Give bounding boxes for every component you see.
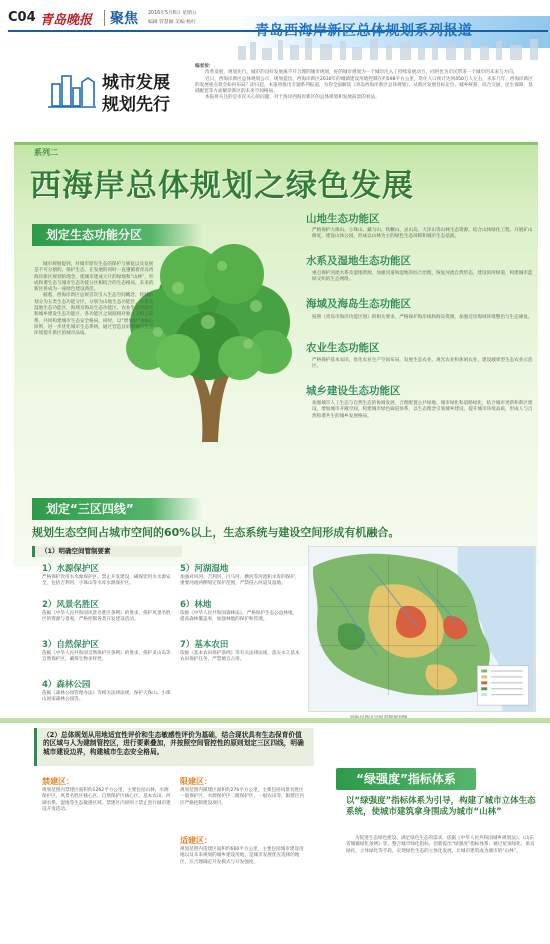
zone-body-urban: 加强城市人工生态与自然生态的协调发展，合理配置公共绿地、城市绿化和道路绿化，结合城市更新和新区建设，增加城市开敞空间，构建城市绿色廊道体系，以生态理念引领城乡建设，提升城市环境品质，形成人与自然和谐共生的城乡发展格局。: [312, 401, 533, 419]
page-number: C04: [8, 10, 36, 25]
item-title: 4）森林公园: [42, 680, 91, 690]
item-body: 严格保护饮用水水源保护区，禁止开发建设，确保饮用水水源安全，包括吉利河、小珠山等水库水源保护区。: [42, 575, 171, 587]
editor-note-label: 编者按：: [195, 64, 214, 69]
item-title: 1）水源保护区: [42, 564, 99, 574]
subheading-spatial-control: （1）明确空间管制要素: [32, 546, 182, 557]
spatial-control-map: [308, 546, 536, 712]
masthead: [0, 0, 550, 60]
green-intensity-headline: 以“绿强度”指标体系为引导，构建了城市立体生态系统，使城市建筑拿身围成为城市“山林”: [346, 796, 536, 817]
section-divider-bar: [0, 718, 550, 723]
zone-body-water: 重点保护河流水系及湿地资源，加强河道和湿地的综合治理，恢复河流自然形态，建设滨河绿道，构建城市蓝绿交织的生态网络。: [312, 271, 533, 283]
zone-body-sea: 按照《青岛市海洋功能区划》的相关要求，严格保护海岸线和海岛资源，加强近岸海域环境整治与生态修复。: [312, 315, 533, 320]
zones-intro-paragraph: 据悉，西海岸新区总规首次引入生态空间概念，将城市划分为五类生态功能分区，分别为山地生态功能区、水系及湿地生态功能区、海域及海岛生态功能区、农业生态功能区和城乡建设生态功能区。各功能区之间既相对独立又相互联系，共同构建城市生态安全格局。同时，以“增加绿”为核心原则，进一步优化城市生态系统，通过营造良好的城市生态环境提升新区的城市品质。: [34, 293, 154, 337]
item-body: 依据《中华人民共和国森林法》，严格保护生态公益林地，提高森林覆盖率，加强林地的保护和管理。: [180, 611, 298, 623]
three-areas-banner: 划定“三区四线”: [32, 498, 202, 520]
zones-intro-paragraph: 城市规划提到，对城市原有生态的保护与修复以及发展是不可分割的。保护生态，在发展的同时一直遵循着青岛西海岸新区规划的理念，使城市建成大片的绿地和“山林”，形成和谐生态与城市生态功能分区相结合的生态格局，未来的新区将成为一座绿色建设典范。: [34, 262, 154, 293]
green-intensity-paragraph: 为促进生态绿色建设，满足绿色生态的需求，依据《中华人民共和国城乡规划法》、《山东省城镇绿化条例》等，整合城市绿化指标，创新提出“绿强度”指标体系，通过屋顶绿化、垂直绿化、立体绿化等手段，实现绿色生态的立体化发展，让城市建筑成为城市的“山林”。: [346, 836, 535, 854]
item-title: 2）风景名胜区: [42, 600, 99, 610]
three-areas-headline: 规划生态空间占城市空间的60%以上，生态系统与建设空间形成有机融合。: [32, 526, 400, 539]
functional-zones-intro: [34, 262, 156, 338]
subheading-zoning-principle: （2）总体规划从用地适宜性评价和生态敏感性评价为基础，结合现状具有生态保育价值的区域与人为建制管控区，进行要素叠加，并按照空间管控性的原则划定三区四线，明确城市建设边界，构建城市生态安全格局。: [34, 728, 314, 766]
item-title: 5）河湖湿地: [180, 564, 229, 574]
green-intensity-body: [346, 836, 536, 855]
item-title: 6）林地: [180, 600, 212, 610]
prohibited-zone-body: 规划范围内禁建区面积约1262平方公里，主要包括山林、水源保护区、风景名胜区核心区、自然保护区核心区、基本农田、河湖水系、湿地等生态敏感区域。禁建区内原则上禁止进行城市建设开发活动。: [42, 788, 171, 812]
series-title: 青岛西海岸新区总体规划系列报道: [255, 23, 473, 39]
zone-title-water: 水系及湿地生态功能区: [306, 255, 411, 267]
suitable-zone-body: 规划范围内适建区面积约660平方公里，主要包括城市建设用地以及未来规划的城乡建设用地，是城市发展优先选择的地区，应合理确定开发模式与开发强度。: [180, 847, 304, 865]
editor-note-paragraph: 改革发展，规划先行。城市的良好发展离不开合理的城市规划，好的城市规划为一个城市注入了持续发展动力，同时也为市民带来一个城市的未来与方向。: [205, 70, 518, 76]
zone-title-urban: 城乡建设生态功能区: [306, 385, 401, 397]
main-title: 西海岸总体规划之绿色发展: [30, 168, 414, 204]
zone-body-mountain: 严格保护大珠山、小珠山、藏马山、铁橛山、灵山岛、大泽山等山林生态资源，结合山体绿化工程，开展矿山修复，建设山体公园，形成以山林为主的绿色生态屏障和城市生态基底。: [312, 228, 533, 240]
restricted-zone-body: 规划范围内限建区面积约276平方公里，主要包括风景名胜区一般保护区、水源保护区二级保护区、一般农田等，限建区内应严格控制建设项目。: [180, 788, 305, 806]
item-body: 依据《基本农田保护条例》等有关法律法规，落实永久基本农田保护任务，严禁擅自占用。: [180, 651, 300, 663]
series-label: 系列二: [34, 148, 58, 157]
prohibited-zone-title: 禁建区：: [42, 777, 74, 786]
editor-note-paragraph: 近日，西海岸新区总体规划公示，规划提出，西海岸新区2030年的城镇建设用地控制在约598平方公里，常住人口预计达到450万人左右，未来几年，西海岸新区的发展重点将会如何布局？即日起，本报将推出专题系列报道，为你全面解读《青岛西海岸新区总体规划》，从新区发展目标定位、城乡统筹、综合交通、民生保障、基础配套等方面解读新区的未来空间格局。: [195, 76, 533, 95]
green-intensity-banner: “绿强度”指标体系: [336, 768, 476, 790]
item-body: 依据《森林公园管理办法》等相关法律法规，保护大珠山、小珠山国家森林公园等。: [42, 691, 171, 703]
item-body: 加强对风河、吉利河、白马河、横河等河流和水库的保护，重要河流两侧划定保护范围，严禁侵占河道及湿地。: [180, 575, 300, 587]
editor-note-paragraph: 本报将关注的是市民关心的问题，对于海岸西海岸新区的总体规划和发展前景的看法。: [205, 95, 380, 101]
section-name: 聚焦: [110, 11, 138, 27]
functional-zones-banner: 划定生态功能分区: [32, 224, 202, 246]
intro-title-line-1: 城市发展: [102, 73, 170, 93]
zone-title-agriculture: 农业生态功能区: [306, 342, 380, 354]
date-line: 2016年5月6日 星期五: [148, 11, 197, 16]
city-buildings-icon: [48, 70, 96, 110]
masthead-separator: [104, 10, 105, 26]
newspaper-logo: 青岛晚报: [40, 13, 93, 28]
editor-line: 编辑 管慧颖 美编 杨柠: [148, 20, 196, 25]
editor-note: [195, 64, 535, 102]
item-body: 依据《中华人民共和国自然保护区条例》的要求，保护灵山岛等自然保护区，确保生物多样性。: [42, 651, 171, 663]
item-title: 7）基本农田: [180, 640, 229, 650]
intro-title-line-2: 规划先行: [102, 95, 170, 115]
suitable-zone-title: 适建区：: [180, 836, 212, 845]
zone-title-sea: 海域及海岛生态功能区: [306, 298, 411, 310]
zone-title-mountain: 山地生态功能区: [306, 213, 380, 225]
item-body: 依据《中华人民共和国风景名胜区条例》的要求，保护风景名胜区的资源与景观，严格控制各类开发建设活动。: [42, 611, 171, 623]
item-title: 3）自然保护区: [42, 640, 99, 650]
restricted-zone-title: 限建区：: [180, 777, 212, 786]
zone-body-agriculture: 严格保护基本农田，优化农业生产空间布局，发展生态农业、观光农业和休闲农业，建设城郊型生态农业示范区。: [312, 358, 533, 370]
